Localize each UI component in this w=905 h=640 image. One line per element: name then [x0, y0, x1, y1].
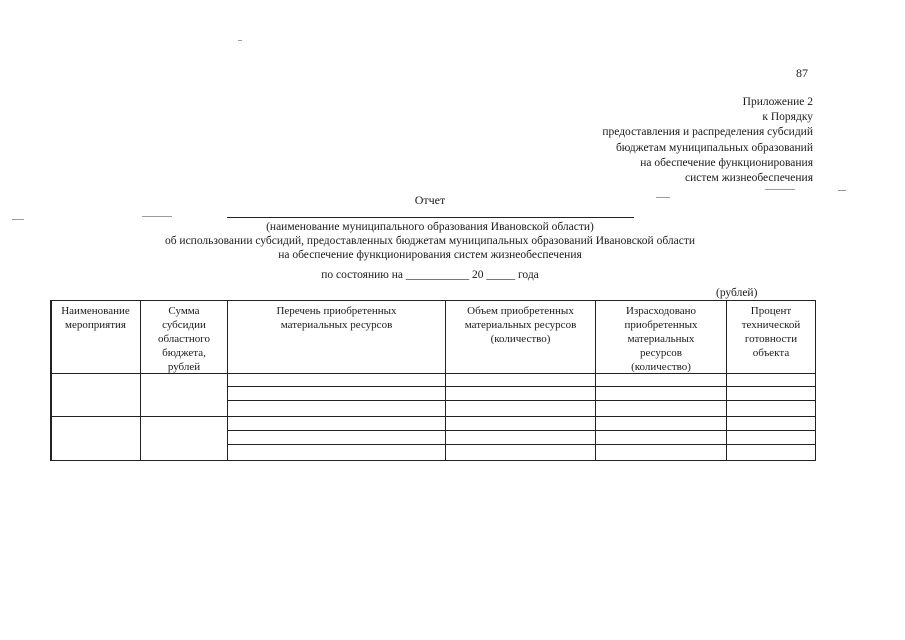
header-text: Израсходовано: [625, 305, 697, 317]
appendix-line: на обеспечение функционирования: [640, 156, 813, 169]
header-text: готовности: [744, 333, 798, 345]
table-border-top: [50, 300, 816, 301]
scan-speck: [838, 190, 846, 191]
header-text: (количество): [631, 361, 691, 373]
report-date-line: по состоянию на ___________ 20 _____ года: [321, 269, 539, 281]
header-text: Наименование: [61, 305, 130, 317]
header-text: субсидии: [162, 319, 206, 331]
scan-speck: [238, 40, 242, 41]
header-text: Перечень приобретенных: [276, 305, 397, 317]
header-subsidy-amount: [141, 304, 227, 374]
report-table: [50, 300, 816, 461]
header-text: технической: [741, 319, 801, 331]
table-row-divider: [50, 416, 816, 417]
appendix-line: Приложение 2: [742, 96, 813, 108]
appendix-line: бюджетам муниципальных образований: [615, 141, 813, 154]
header-text: областного: [157, 333, 210, 345]
header-text: материальных ресурсов: [464, 319, 577, 331]
header-resources-spent: [596, 304, 726, 374]
header-text: объекта: [752, 347, 790, 359]
table-border-right: [815, 300, 816, 461]
report-subtitle-line: об использовании субсидий, предоставленных бюджетам муниципальных образований Ивановской области: [164, 235, 696, 247]
scan-speck: [12, 219, 24, 220]
units-label: (рублей): [716, 287, 758, 299]
header-text: рублей: [167, 361, 201, 373]
header-text: материальных ресурсов: [280, 319, 393, 331]
header-text: Сумма: [168, 305, 200, 317]
header-text: бюджета,: [162, 347, 206, 359]
report-subtitle-block: [0, 220, 860, 262]
appendix-header: [602, 95, 813, 186]
municipality-name-line: [227, 217, 634, 218]
table-subrow-divider: [227, 386, 816, 387]
header-text: (количество): [490, 333, 551, 345]
header-resources-list: [228, 304, 445, 332]
header-text: Процент: [750, 305, 792, 317]
header-resources-volume: [446, 304, 595, 346]
appendix-line: систем жизнеобеспечения: [685, 172, 813, 185]
header-text: ресурсов: [640, 347, 682, 359]
table-subrow-divider: [227, 400, 816, 401]
scan-speck: [765, 189, 795, 190]
appendix-line: предоставления и распределения субсидий: [602, 126, 813, 139]
page-number: 87: [796, 66, 808, 80]
scan-speck: [656, 197, 670, 198]
report-title: Отчет: [414, 193, 446, 207]
municipality-name-caption: (наименование муниципального образования Ивановской области): [266, 221, 594, 233]
report-subtitle-line: на обеспечение функционирования систем жизнеобеспечения: [278, 249, 582, 261]
table-subrow-divider: [227, 430, 816, 431]
header-text: материальных: [627, 333, 695, 345]
scan-speck: [142, 216, 172, 217]
table-subrow-divider: [227, 444, 816, 445]
header-text: приобретенных: [624, 319, 698, 331]
header-text: Объем приобретенных: [467, 305, 574, 317]
appendix-line: к Порядку: [762, 111, 813, 124]
table-border-bottom: [50, 460, 816, 461]
header-text: мероприятия: [65, 319, 126, 331]
header-readiness-percent: [727, 304, 815, 360]
header-event-name: [51, 304, 140, 332]
